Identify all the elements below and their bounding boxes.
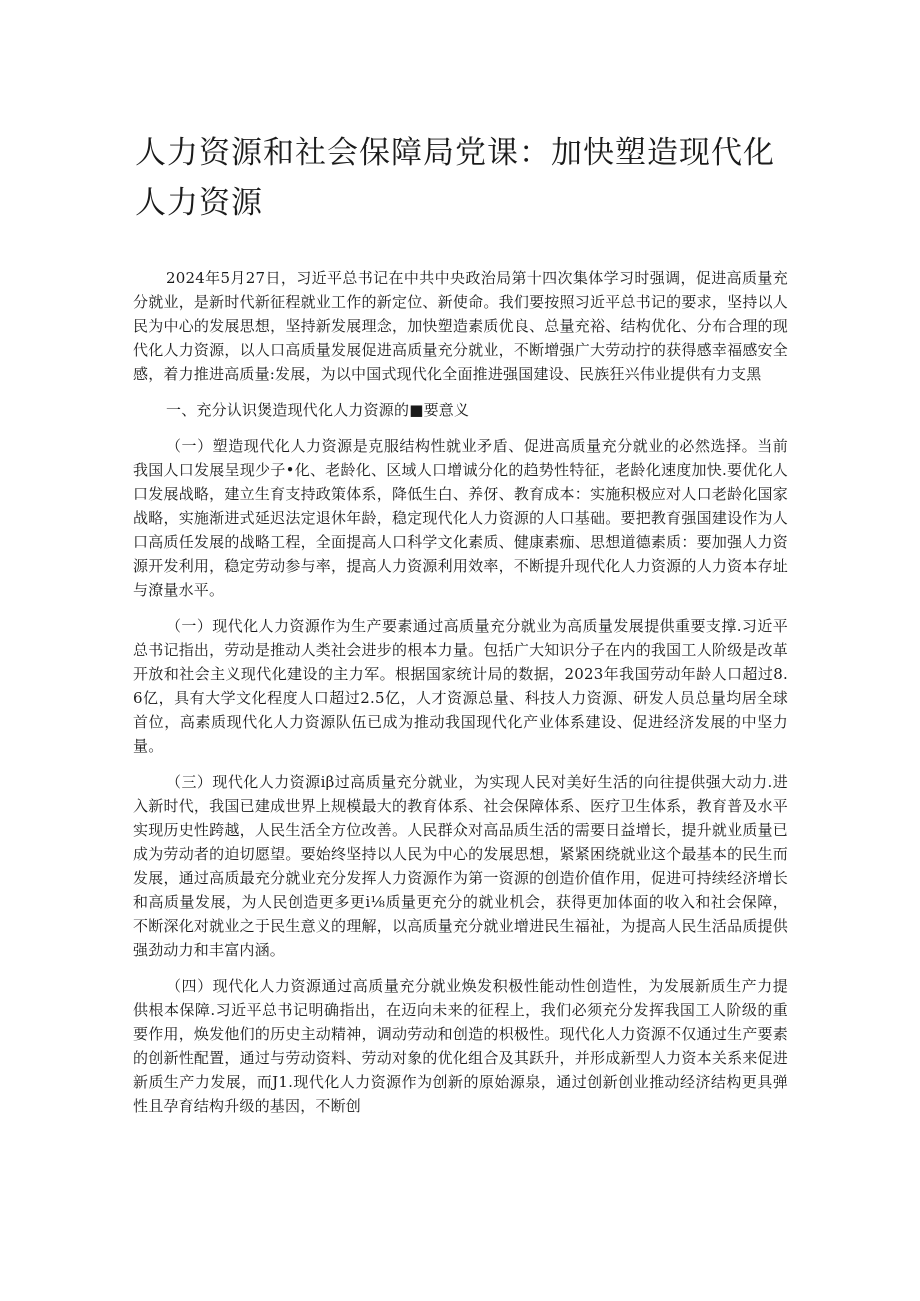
document-title: 人力资源和社会保障局党课：加快塑造现代化人力资源: [135, 135, 775, 221]
paragraph-intro: 2024年5月27日，习近平总书记在中共中央政治局第十四次集体学习时强调，促进高质量充分就业，是新时代新征程就业工作的新定位、新使命。我们要按照习近平总书记的要求，坚持以人民为中心的发展思想，坚持新发展理念，加快塑造素质优良、总量充裕、结构优化、分布合理的现代化人力资源，以人口高质量发展促进高质量充分就业，不断增强广大劳动拧的获得感幸福感安全感，着力推进高质量:发展，为以中国式现代化全面推进强国建设、民族狂兴伟业提供有力支黑: [133, 269, 788, 383]
section-heading-1: 一、充分认识煲造现代化人力资源的■要意义: [166, 401, 470, 419]
paragraph-point-4: （四）现代化人力资源通过高质量充分就业焕发积极性能动性创造性，为发展新质生产力提供根本保障.习近平总书记明确指出，在迈向未来的征程上，我们必须充分发挥我国工人阶级的重要作用，焕发他们的历史主动精神，调动劳动和创造的枳极性。现代化人力资源不仅通过生产要素的创新性配置，通过与劳动资料、劳动对象的优化组合及其跃升，并形成新型人力资本关系来促进新质生产力发展，而J1.现代化人力资源作为创新的原始源泉，通过创新创业推动经济结构更具弹性且孕育结构升级的基因，不断创: [133, 977, 788, 1115]
document-body: [133, 266, 788, 1130]
paragraph-point-1: （一）塑造现代化人力资源是克服结构性就业矛盾、促进高质量充分就业的必然选择。当前我国人口发展呈现少子•化、老龄化、区域人口增诚分化的趋势性特征，老龄化速度加快.要优化人口发展战略，建立生育支持政策体系，降低生白、养伢、教育成本：实施积极应对人口老龄化国家战略，实施渐进式延迟法定退休年龄，稳定现代化人力资源的人口基础。要把教育强国建设作为人口高质任发展的战略工程，全面提高人口科学文化素质、健康素痂、思想道德素质：要加强人力资源开发利用，稳定劳动参与率，提高人力资源利用效率，不断提升现代化人力资源的人力资本存址与潦量水平。: [133, 437, 788, 599]
paragraph-point-2: （一）现代化人力资源作为生产要素通过高质量充分就业为高质量发展提供重要支撑.习近平总书记指出，劳动是推动人类社会进步的根本力量。包括广大知识分子在内的我国工人阶级是改革开放和社会主义现代化建设的主力军。根据国家统计局的数据，2023年我国劳动年龄人口超过8.6亿，具有大学文化程度人口超过2.5亿，人才资源总量、科技人力资源、研发人员总量均居全球首位，高素质现代化人力资源队伍已成为推动我国现代化产业体系建设、促进经济发展的中坚力量。: [133, 617, 788, 755]
paragraph-point-3: （三）现代化人力资源iβ过高质量充分就业，为实现人民对美好生活的向往提供强大动力.进入新时代，我国已建成世界上规模最大的教育体系、社会保障体系、医疗卫生体系，教育普及水平实现历史性跨越，人民生活全方位改善。人民群众对高品质生活的需要日益增长，提升就业质量已成为劳动者的迫切愿望。要始终坚持以人民为中心的发展思想，紧紧困绕就业这个最基本的民生而发展，通过高质最充分就业充分发挥人力资源作为第一资源的创造价值作用，促进可持续经济增长和高质量发展，为人民创造更多更i⅛质量更充分的就业机会，获得更加体面的收入和社会保障，不断深化对就业之于民生意义的理解，以高质量充分就业增进民生福祉，为提高人民生活品质提供强劲动力和丰富内涵。: [133, 773, 788, 959]
